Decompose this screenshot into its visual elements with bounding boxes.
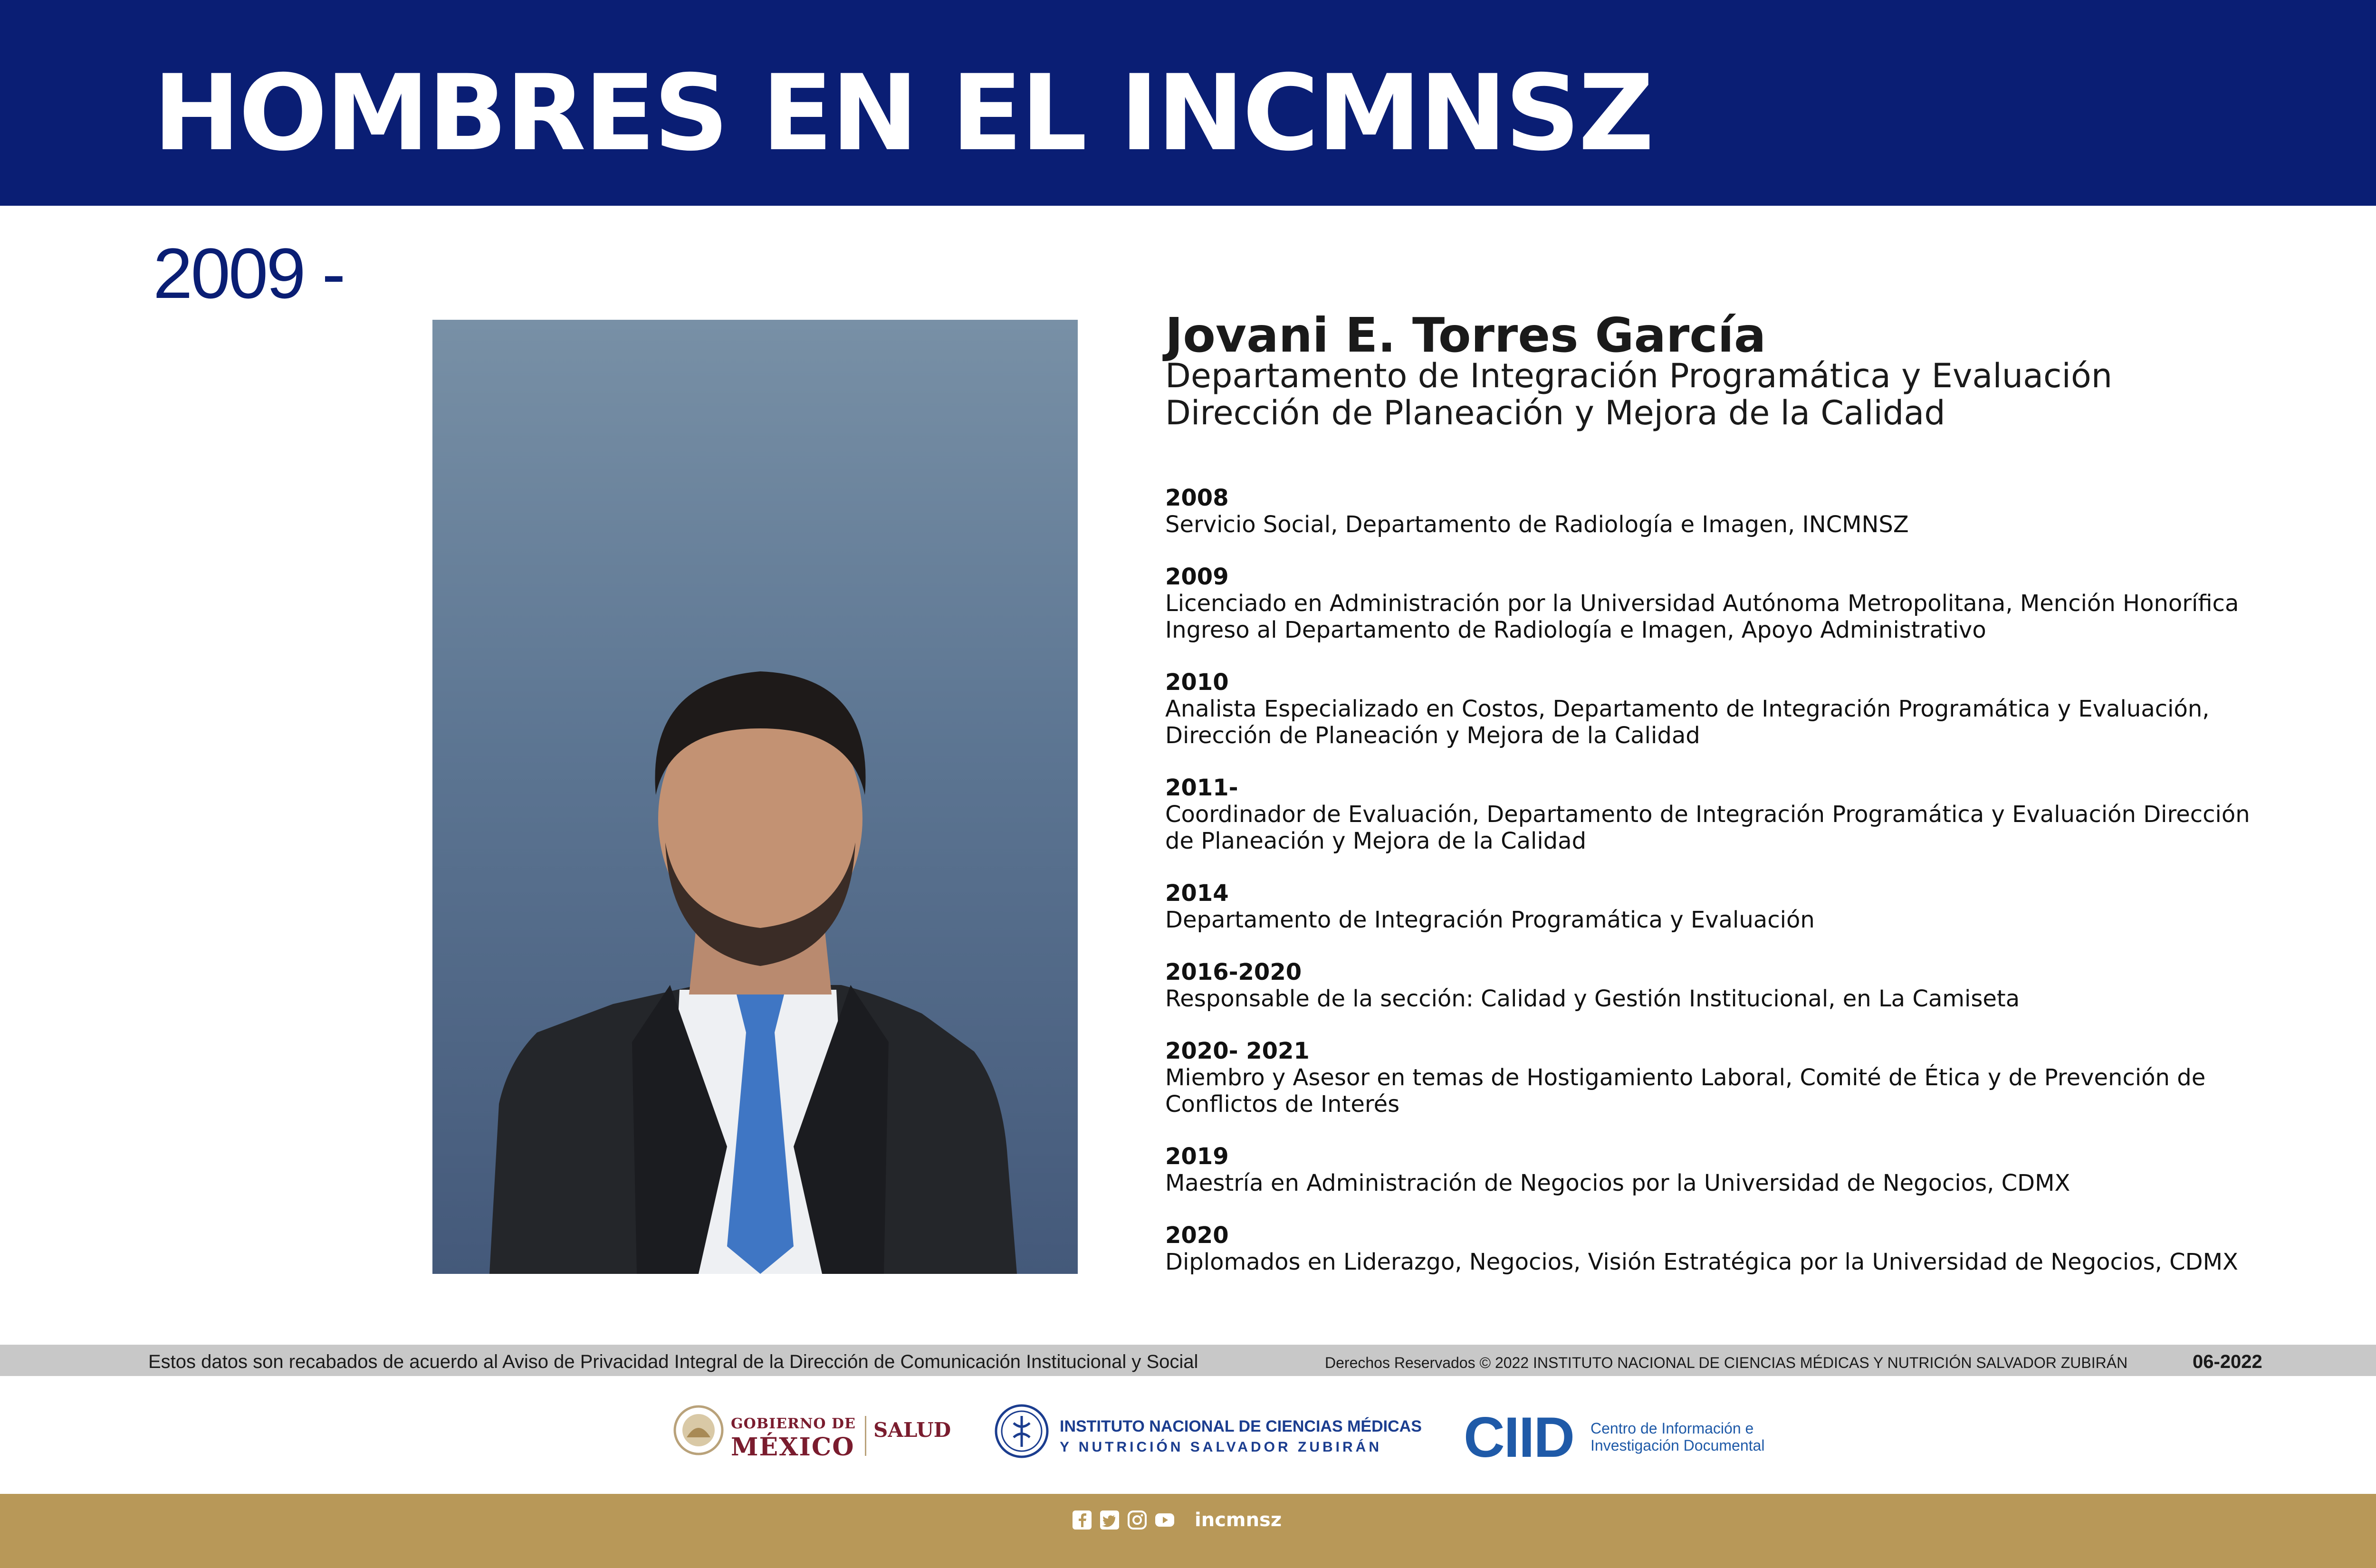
timeline-description: Dirección de Planeación y Mejora de la Calidad [1165, 722, 1700, 749]
timeline-year: 2019 [1165, 1143, 1229, 1170]
portrait-photo [432, 320, 1078, 1274]
person-department: Departamento de Integración Programática y Evaluación [1165, 356, 2113, 395]
youtube-icon[interactable] [1155, 1510, 1175, 1530]
timeline-description: Ingreso al Departamento de Radiología e Imagen, Apoyo Administrativo [1165, 617, 1986, 643]
gobierno-emblem-icon [672, 1404, 725, 1456]
timeline-description: Diplomados en Liderazgo, Negocios, Visión Estratégica por la Universidad de Negocios, CDMX [1165, 1249, 2238, 1275]
timeline-description: Licenciado en Administración por la Universidad Autónoma Metropolitana, Mención Honorífica [1165, 590, 2239, 617]
timeline-year: 2020- 2021 [1165, 1038, 1310, 1064]
footer-bar [0, 1494, 2376, 1568]
timeline-entry [1165, 959, 2310, 1012]
person-name: Jovani E. Torres García [1165, 307, 1766, 363]
timeline-description: Conflictos de Interés [1165, 1091, 1400, 1118]
timeline-year: 2016-2020 [1165, 959, 1302, 985]
timeline-entry [1165, 1038, 2310, 1118]
timeline-entry [1165, 485, 2310, 538]
ciid-logo: CIID [1464, 1405, 1574, 1469]
timeline-year: 2014 [1165, 880, 1229, 907]
timeline-description: Responsable de la sección: Calidad y Gestión Institucional, en La Camiseta [1165, 985, 2020, 1012]
timeline-description: Departamento de Integración Programática y Evaluación [1165, 907, 1815, 933]
page-title: HOMBRES EN EL INCMNSZ [153, 52, 1652, 174]
ciid-name-line2: Investigación Documental [1590, 1437, 1765, 1454]
date-code: 06-2022 [2193, 1351, 2262, 1372]
ciid-name-line1: Centro de Información e [1590, 1420, 1754, 1437]
timeline-entry [1165, 1143, 2310, 1196]
institute-emblem-icon [995, 1404, 1049, 1459]
instagram-icon[interactable] [1127, 1510, 1147, 1530]
institute-name-line1: INSTITUTO NACIONAL DE CIENCIAS MÉDICAS [1060, 1417, 1422, 1435]
salud-label: SALUD [873, 1418, 951, 1442]
gobierno-label: GOBIERNO DE [731, 1415, 856, 1432]
social-links [1072, 1509, 1282, 1531]
rights-notice: Derechos Reservados © 2022 INSTITUTO NACIONAL DE CIENCIAS MÉDICAS Y NUTRICIÓN SALVADOR ZUBIRÁN [1325, 1354, 2128, 1371]
timeline-year: 2010 [1165, 669, 1229, 696]
career-timeline [1165, 485, 2310, 1301]
timeline-entry [1165, 669, 2310, 749]
facebook-icon[interactable] [1072, 1510, 1092, 1530]
period-label: 2009 - [153, 233, 344, 313]
timeline-entry [1165, 1222, 2310, 1275]
person-affiliation [1165, 357, 2112, 431]
timeline-year: 2009 [1165, 564, 1229, 590]
institute-name-line2: Y NUTRICIÓN SALVADOR ZUBIRÁN [1060, 1439, 1382, 1455]
social-handle[interactable]: incmnsz [1195, 1509, 1282, 1531]
twitter-icon[interactable] [1100, 1510, 1120, 1530]
mexico-label: MÉXICO [731, 1433, 855, 1462]
person-direction: Dirección de Planeación y Mejora de la Calidad [1165, 393, 1945, 432]
timeline-entry [1165, 880, 2310, 933]
header-banner [0, 0, 2376, 206]
logo-divider [865, 1416, 866, 1456]
timeline-year: 2008 [1165, 485, 1229, 511]
timeline-description: Miembro y Asesor en temas de Hostigamiento Laboral, Comité de Ética y de Prevención de [1165, 1064, 2206, 1091]
timeline-entry [1165, 564, 2310, 643]
partner-logos [665, 1397, 1806, 1468]
timeline-entry [1165, 774, 2310, 854]
timeline-description: de Planeación y Mejora de la Calidad [1165, 828, 1587, 854]
timeline-description: Servicio Social, Departamento de Radiología e Imagen, INCMNSZ [1165, 511, 1909, 538]
timeline-description: Maestría en Administración de Negocios por la Universidad de Negocios, CDMX [1165, 1170, 2070, 1196]
timeline-year: 2020 [1165, 1222, 1229, 1249]
timeline-description: Analista Especializado en Costos, Departamento de Integración Programática y Evaluación, [1165, 696, 2210, 722]
privacy-notice: Estos datos son recabados de acuerdo al Aviso de Privacidad Integral de la Dirección de Comunicación Institucional y Social [148, 1351, 1198, 1372]
timeline-year: 2011- [1165, 774, 1238, 801]
timeline-description: Coordinador de Evaluación, Departamento de Integración Programática y Evaluación Dirección [1165, 801, 2250, 828]
